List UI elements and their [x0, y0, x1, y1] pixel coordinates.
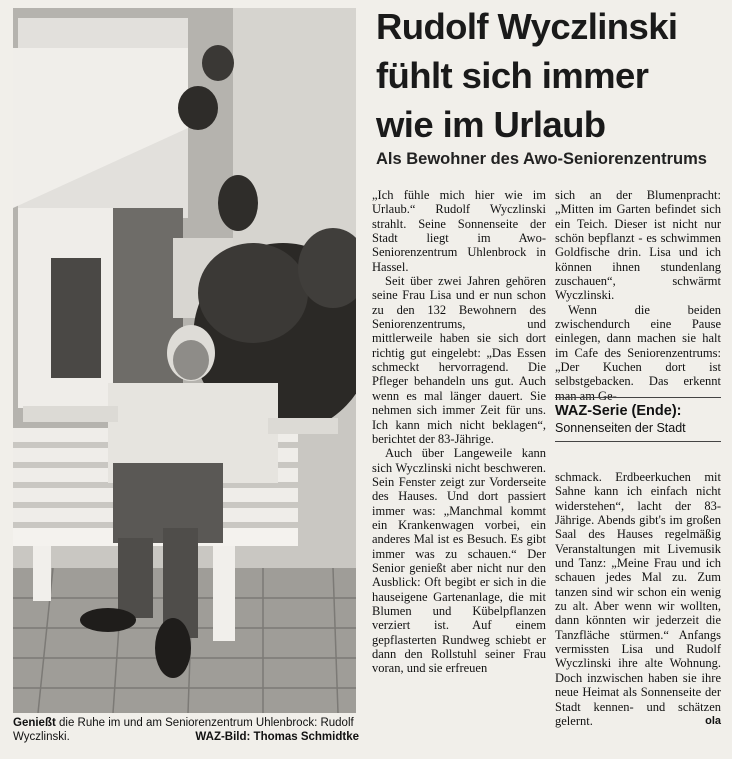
series-box: [555, 397, 721, 442]
series-subtitle: Sonnenseiten der Stadt: [555, 421, 686, 435]
paragraph: Auch über Langeweile kann sich Wyczlinski nicht beschweren. Sein Fenster zeigt zur Vorderseite des Hauses. Und dort passiert immer was: „Manchmal kommt ein Krankenwagen vorbei, ein anderes Mal ist es Besuch. Es gibt immer was zu schauen.“ Der Senior genießt aber nicht nur den Ausblick: Oft begibt er sich in die hauseigene Gartenanlage, die mit Blumen und Kübelpflanzen verziert ist. Auf einem gepflasterten Rundweg schiebt er dann den Rollstuhl seiner Frau voran, und sie erfreuen: [372, 446, 546, 676]
paragraph: „Ich fühle mich hier wie im Urlaub.“ Rudolf Wyczlinski strahlt. Seine Sonnenseite der Stadt liegt im Awo-Seniorenzentrum Uhlenbrock in Hassel.: [372, 188, 546, 274]
photo-illustration: [13, 8, 356, 713]
photo-credit: WAZ-Bild: Thomas Schmidtke: [195, 731, 359, 743]
paragraph: Wenn die beiden zwischendurch eine Pause einlegen, dann machen sie halt im Cafe des Seniorenzentrums: „Der Kuchen dort ist selbstgebacken. Das erkennt man am Ge-: [555, 302, 721, 403]
series-label: WAZ-Serie (Ende):: [555, 403, 682, 419]
article-column-1: [372, 188, 546, 676]
headline-line: wie im Urlaub: [376, 104, 606, 145]
article-subhead: Als Bewohner des Awo-Seniorenzentrums: [376, 150, 707, 168]
photo-caption: [13, 716, 359, 744]
paragraph: sich an der Blumenpracht: „Mitten im Garten befindet sich ein Teich. Dieser ist nicht nur schön bepflanzt - es schwimmen Goldfische drin. Lisa und ich können ihnen stundenlang zuschauen“, schwärmt Wyczlinski.: [555, 188, 721, 303]
paragraph: Seit über zwei Jahren gehören seine Frau Lisa und er nun schon zu den 132 Bewohnern des Seniorenzentrums, und mittlerweile haben sie sich dort richtig gut eingelebt: „Das Essen schmeckt hervorragend. Die Pfleger behandeln uns gut. Auch wenn es mal länger dauert. Sie nehmen sich immer Zeit für uns. Ich kann mich nicht beklagen“, berichtet der 83-Jährige.: [372, 274, 546, 446]
paragraph: [555, 470, 721, 728]
caption-lead: Genießt: [13, 717, 56, 729]
article-headline: [376, 2, 726, 149]
paragraph-text: schmack. Erdbeerkuchen mit Sahne kann ich einfach nicht widerstehen“, lacht der 83-Jährige. Abends gibt's im großen Saal des Hauses regelmäßig Veranstaltungen mit Livemusik und Tanz: „Meine Frau und ich schauen jedes Mal zu. Zum tanzen sind wir schon ein wenig zu alt. Aber wenn wir wollten, dann könnten wir jederzeit die Tanzfläche stürmen.“ Anfangs vermissten Lisa und Rudolf Wyczlinski ihre alte Wohnung. Doch inzwischen haben sie ihre neue Heimat als Sonnenseite der Stadt kennen- und schätzen gelernt.: [555, 470, 721, 728]
author-signoff: ola: [705, 714, 721, 727]
article-photo: [13, 8, 356, 713]
caption-text: die Ruhe im und am Seniorenzentrum Uhlenbrock: Rudolf Wyczlinski.: [13, 717, 354, 743]
headline-line: fühlt sich immer: [376, 55, 649, 96]
article-column-2-top: [555, 188, 721, 403]
headline-line: Rudolf Wyczlinski: [376, 6, 678, 47]
article-column-2-bottom: [555, 470, 721, 728]
